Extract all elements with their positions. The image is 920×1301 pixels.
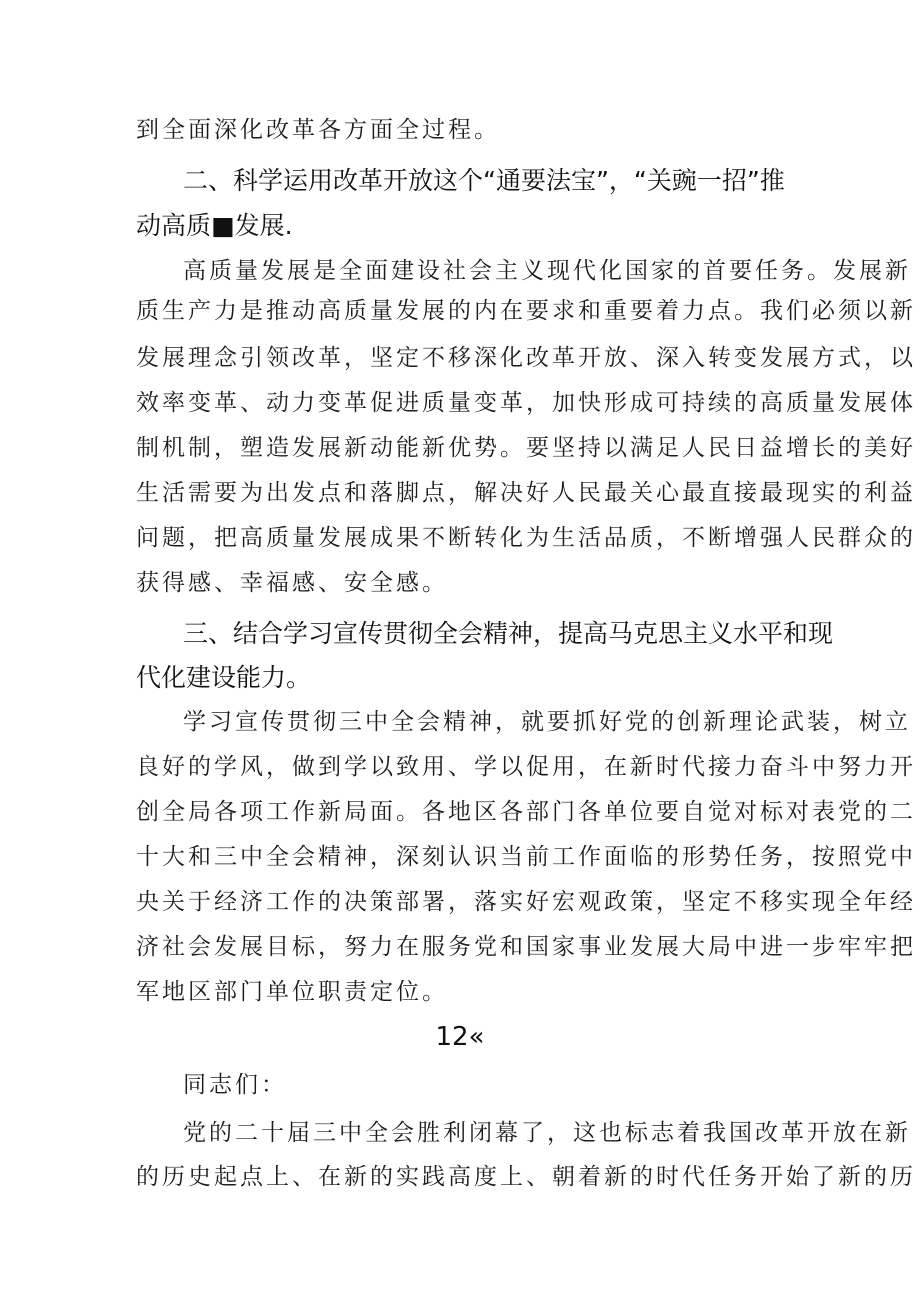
salutation-line: 同志们： [183,1072,287,1098]
section-heading-line: 代化建设能力。 [136,663,312,692]
section-heading-line: 动高质■发展. [136,211,293,240]
section-heading-line: 三、结合学习宣传贯彻全会精神，提高马克思主义水平和现 [183,619,834,648]
body-line: 党的二十届三中全会胜利闭幕了，这也标志着我国改革开放在新 [183,1120,911,1146]
body-line: 创全局各项工作新局面。各地区各部门各单位要自觉对标对表党的二 [136,799,916,825]
body-line: 制机制，塑造发展新动能新优势。要坚持以满足人民日益增长的美好 [136,435,916,461]
body-line: 获得感、幸福感、安全感。 [136,570,448,596]
section-heading-line: 二、科学运用改革开放这个“通要法宝”，“关豌一招”推 [183,166,785,195]
body-line: 良好的学风，做到学以致用、学以促用，在新时代接力奋斗中努力开 [136,754,916,780]
body-line: 效率变革、动力变革促进质量变革，加快形成可持续的高质量发展体 [136,390,916,416]
body-line: 学习宣传贯彻三中全会精神，就要抓好党的创新理论武装，树立 [183,709,911,735]
body-line: 生活需要为出发点和落脚点，解决好人民最关心最直接最现实的利益 [136,480,916,506]
body-line: 问题，把高质量发展成果不断转化为生活品质，不断增强人民群众的 [136,525,916,551]
body-line: 质生产力是推动高质量发展的内在要求和重要着力点。我们必须以新 [136,298,916,324]
body-line: 十大和三中全会精神，深刻认识当前工作面临的形势任务，按照党中 [136,844,916,870]
body-line: 军地区部门单位职责定位。 [136,979,448,1005]
body-line: 高质量发展是全面建设社会主义现代化国家的首要任务。发展新 [183,258,911,284]
body-line: 央关于经济工作的决策部署，落实好宏观政策，坚定不移实现全年经 [136,889,916,915]
body-line: 济社会发展目标，努力在服务党和国家事业发展大局中进一步牢牢把 [136,934,916,960]
body-line: 发展理念引领改革，坚定不移深化改革开放、深入转变发展方式，以 [136,345,916,371]
body-line: 到全面深化改革各方面全过程。 [136,117,500,143]
body-line: 的历史起点上、在新的实践高度上、朝着新的时代任务开始了新的历 [136,1164,916,1190]
section-number: 12« [435,1022,485,1052]
